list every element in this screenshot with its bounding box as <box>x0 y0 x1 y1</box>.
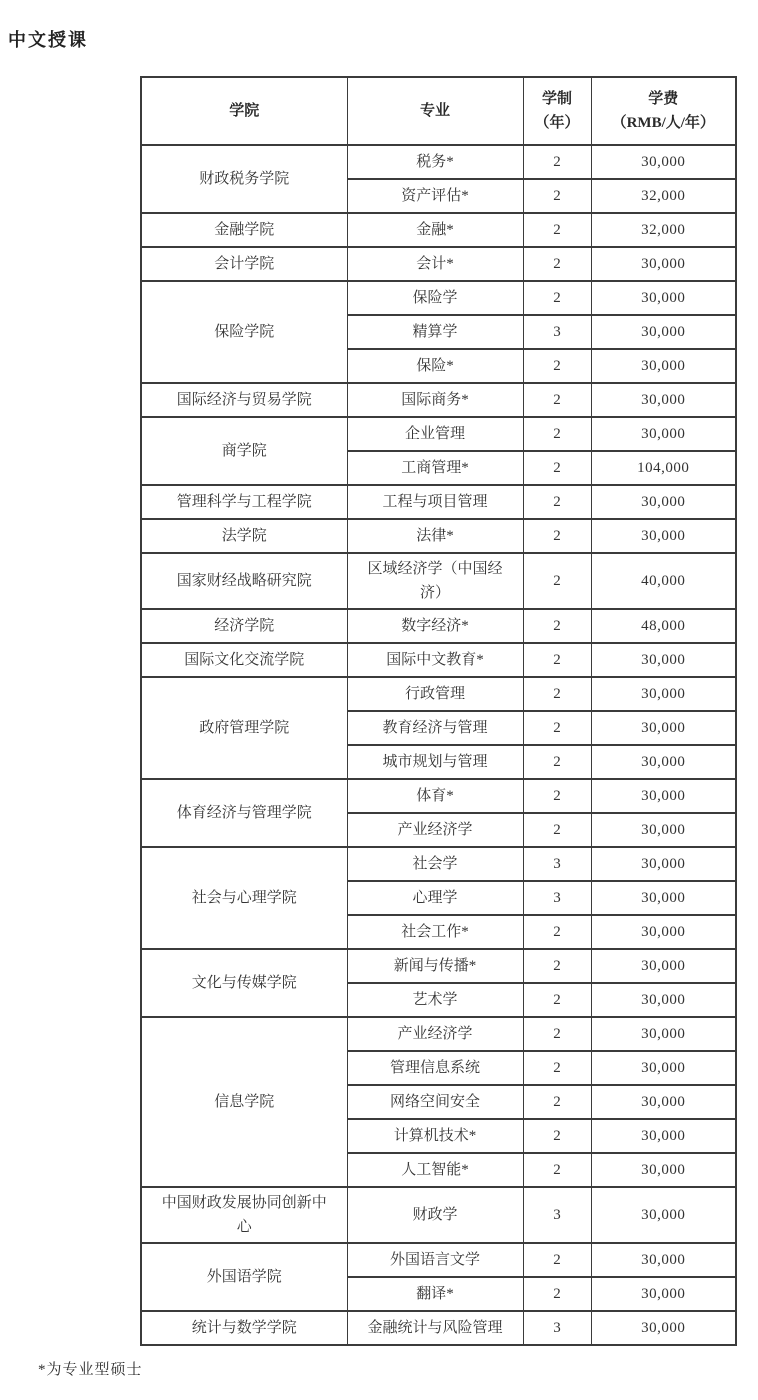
college-cell: 法学院 <box>141 519 347 553</box>
college-cell: 信息学院 <box>141 1017 347 1187</box>
years-cell: 2 <box>523 145 591 179</box>
major-cell: 管理信息系统 <box>347 1051 523 1085</box>
fee-cell: 30,000 <box>591 881 736 915</box>
col-header-fee-line2: （RMB/人/年） <box>611 115 715 131</box>
college-cell: 会计学院 <box>141 247 347 281</box>
major-cell: 教育经济与管理 <box>347 711 523 745</box>
major-cell: 资产评估* <box>347 179 523 213</box>
years-cell: 2 <box>523 553 591 609</box>
major-cell: 企业管理 <box>347 417 523 451</box>
table-row <box>141 553 736 609</box>
years-cell: 2 <box>523 519 591 553</box>
college-cell: 保险学院 <box>141 281 347 383</box>
table-row <box>141 609 736 643</box>
table-row <box>141 1243 736 1277</box>
table-row <box>141 1311 736 1345</box>
major-cell: 精算学 <box>347 315 523 349</box>
years-cell: 2 <box>523 1243 591 1277</box>
major-cell: 国际中文教育* <box>347 643 523 677</box>
years-cell: 2 <box>523 677 591 711</box>
col-header-fee-line1: 学费 <box>648 91 679 107</box>
major-cell: 新闻与传播* <box>347 949 523 983</box>
college-cell: 文化与传媒学院 <box>141 949 347 1017</box>
fee-cell: 30,000 <box>591 949 736 983</box>
fee-cell: 30,000 <box>591 847 736 881</box>
fee-table-body <box>141 145 736 1345</box>
major-cell: 法律* <box>347 519 523 553</box>
major-cell: 艺术学 <box>347 983 523 1017</box>
major-cell: 数字经济* <box>347 609 523 643</box>
major-cell: 计算机技术* <box>347 1119 523 1153</box>
college-cell: 金融学院 <box>141 213 347 247</box>
fee-cell: 30,000 <box>591 519 736 553</box>
years-cell: 2 <box>523 779 591 813</box>
major-cell: 行政管理 <box>347 677 523 711</box>
fee-cell: 30,000 <box>591 1051 736 1085</box>
table-row <box>141 643 736 677</box>
years-cell: 2 <box>523 349 591 383</box>
fee-cell: 30,000 <box>591 145 736 179</box>
fee-cell: 30,000 <box>591 1017 736 1051</box>
years-cell: 2 <box>523 711 591 745</box>
fee-cell: 32,000 <box>591 213 736 247</box>
college-cell: 国际经济与贸易学院 <box>141 383 347 417</box>
page-title: 中文授课 <box>8 30 88 50</box>
major-cell: 网络空间安全 <box>347 1085 523 1119</box>
college-cell: 管理科学与工程学院 <box>141 485 347 519</box>
fee-cell: 30,000 <box>591 745 736 779</box>
fee-cell: 30,000 <box>591 315 736 349</box>
major-cell: 产业经济学 <box>347 813 523 847</box>
college-cell: 体育经济与管理学院 <box>141 779 347 847</box>
years-cell: 2 <box>523 417 591 451</box>
major-cell: 财政学 <box>347 1187 523 1243</box>
major-cell: 会计* <box>347 247 523 281</box>
table-row <box>141 949 736 983</box>
fee-cell: 48,000 <box>591 609 736 643</box>
years-cell: 3 <box>523 1187 591 1243</box>
table-row <box>141 1017 736 1051</box>
years-cell: 3 <box>523 881 591 915</box>
years-cell: 2 <box>523 915 591 949</box>
fee-cell: 30,000 <box>591 1187 736 1243</box>
major-cell: 城市规划与管理 <box>347 745 523 779</box>
col-header-duration <box>523 77 591 145</box>
fee-cell: 30,000 <box>591 915 736 949</box>
years-cell: 2 <box>523 745 591 779</box>
years-cell: 2 <box>523 609 591 643</box>
table-row <box>141 145 736 179</box>
major-cell: 人工智能* <box>347 1153 523 1187</box>
major-cell: 翻译* <box>347 1277 523 1311</box>
fee-cell: 30,000 <box>591 349 736 383</box>
years-cell: 2 <box>523 1153 591 1187</box>
major-cell: 税务* <box>347 145 523 179</box>
table-row <box>141 519 736 553</box>
years-cell: 2 <box>523 383 591 417</box>
fee-cell: 30,000 <box>591 983 736 1017</box>
footnote: *为专业型硕士 <box>38 1362 143 1378</box>
tuition-table <box>140 76 737 1346</box>
table-row <box>141 779 736 813</box>
fee-cell: 30,000 <box>591 1311 736 1345</box>
fee-cell: 30,000 <box>591 677 736 711</box>
fee-cell: 30,000 <box>591 485 736 519</box>
years-cell: 2 <box>523 451 591 485</box>
years-cell: 2 <box>523 281 591 315</box>
major-cell: 保险* <box>347 349 523 383</box>
fee-cell: 30,000 <box>591 643 736 677</box>
years-cell: 2 <box>523 1277 591 1311</box>
fee-cell: 30,000 <box>591 247 736 281</box>
college-cell: 商学院 <box>141 417 347 485</box>
table-row <box>141 485 736 519</box>
college-cell: 财政税务学院 <box>141 145 347 213</box>
fee-cell: 30,000 <box>591 1119 736 1153</box>
table-row <box>141 383 736 417</box>
fee-cell: 30,000 <box>591 1243 736 1277</box>
years-cell: 2 <box>523 813 591 847</box>
fee-cell: 30,000 <box>591 1277 736 1311</box>
major-cell: 国际商务* <box>347 383 523 417</box>
col-header-duration-line2: （年） <box>534 115 580 131</box>
years-cell: 3 <box>523 847 591 881</box>
table-row <box>141 417 736 451</box>
years-cell: 2 <box>523 485 591 519</box>
table-row <box>141 677 736 711</box>
col-header-college: 学院 <box>141 77 347 145</box>
major-cell: 体育* <box>347 779 523 813</box>
major-cell: 外国语言文学 <box>347 1243 523 1277</box>
major-cell: 保险学 <box>347 281 523 315</box>
years-cell: 2 <box>523 213 591 247</box>
fee-cell: 30,000 <box>591 779 736 813</box>
college-cell: 国家财经战略研究院 <box>141 553 347 609</box>
college-cell: 中国财政发展协同创新中心 <box>141 1187 347 1243</box>
years-cell: 2 <box>523 983 591 1017</box>
college-cell: 社会与心理学院 <box>141 847 347 949</box>
years-cell: 2 <box>523 1017 591 1051</box>
col-header-duration-line1: 学制 <box>541 91 572 107</box>
years-cell: 3 <box>523 1311 591 1345</box>
major-cell: 工商管理* <box>347 451 523 485</box>
years-cell: 3 <box>523 315 591 349</box>
years-cell: 2 <box>523 179 591 213</box>
fee-cell: 104,000 <box>591 451 736 485</box>
fee-cell: 30,000 <box>591 1153 736 1187</box>
fee-cell: 30,000 <box>591 383 736 417</box>
table-row <box>141 247 736 281</box>
major-cell: 金融统计与风险管理 <box>347 1311 523 1345</box>
major-cell: 产业经济学 <box>347 1017 523 1051</box>
years-cell: 2 <box>523 1119 591 1153</box>
major-cell: 金融* <box>347 213 523 247</box>
fee-cell: 30,000 <box>591 711 736 745</box>
fee-cell: 30,000 <box>591 417 736 451</box>
years-cell: 2 <box>523 949 591 983</box>
header-row <box>141 77 736 145</box>
college-cell: 经济学院 <box>141 609 347 643</box>
college-cell: 外国语学院 <box>141 1243 347 1311</box>
major-cell: 心理学 <box>347 881 523 915</box>
years-cell: 2 <box>523 1051 591 1085</box>
college-cell: 政府管理学院 <box>141 677 347 779</box>
col-header-fee <box>591 77 736 145</box>
major-cell: 工程与项目管理 <box>347 485 523 519</box>
table-row <box>141 847 736 881</box>
years-cell: 2 <box>523 643 591 677</box>
fee-cell: 30,000 <box>591 281 736 315</box>
fee-cell: 30,000 <box>591 813 736 847</box>
table-row <box>141 1187 736 1243</box>
col-header-major: 专业 <box>347 77 523 145</box>
fee-cell: 30,000 <box>591 1085 736 1119</box>
table-row <box>141 213 736 247</box>
years-cell: 2 <box>523 1085 591 1119</box>
major-cell: 区域经济学（中国经济） <box>347 553 523 609</box>
college-cell: 国际文化交流学院 <box>141 643 347 677</box>
years-cell: 2 <box>523 247 591 281</box>
fee-cell: 40,000 <box>591 553 736 609</box>
major-cell: 社会学 <box>347 847 523 881</box>
fee-cell: 32,000 <box>591 179 736 213</box>
major-cell: 社会工作* <box>347 915 523 949</box>
college-cell: 统计与数学学院 <box>141 1311 347 1345</box>
table-row <box>141 281 736 315</box>
